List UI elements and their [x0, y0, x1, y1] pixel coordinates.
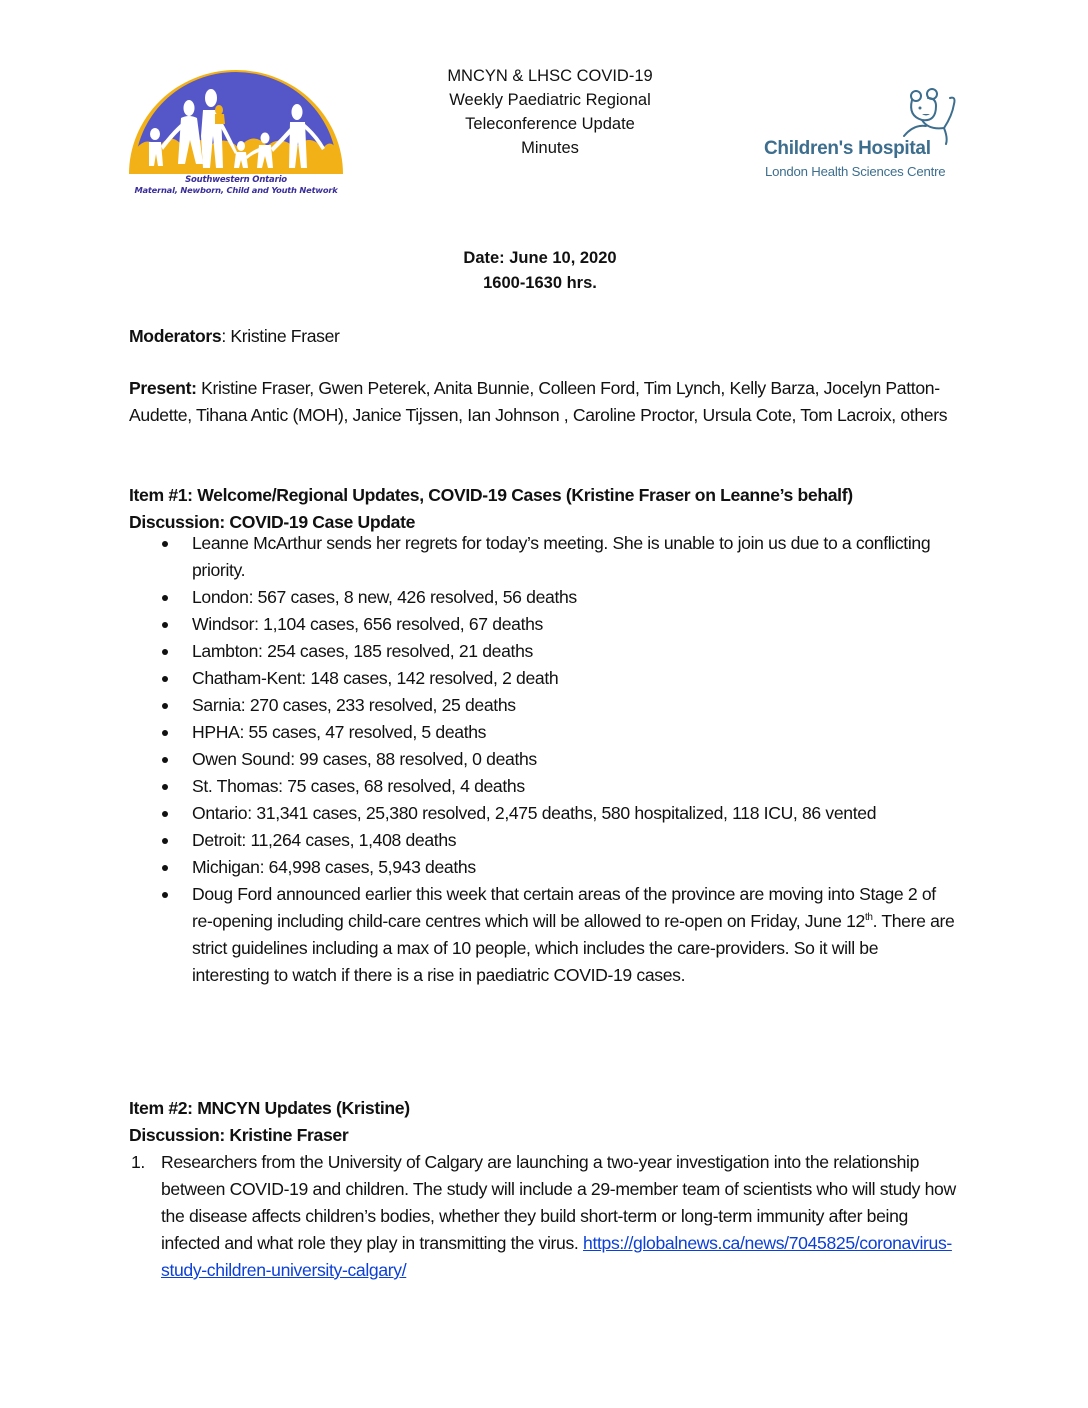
list-item-text: Lambton: 254 cases, 185 resolved, 21 deaths	[192, 641, 533, 661]
list-item	[129, 692, 959, 719]
list-item-text: Windsor: 1,104 cases, 656 resolved, 67 deaths	[192, 614, 544, 634]
title-line: Weekly Paediatric Regional	[449, 91, 651, 109]
meeting-date: Date: June 10, 2020	[463, 249, 617, 267]
item2-section-heading	[129, 1095, 959, 1122]
list-item-text: HPHA: 55 cases, 47 resolved, 5 deaths	[192, 722, 487, 742]
meeting-time: 1600-1630 hrs.	[483, 274, 597, 292]
bullet-icon	[162, 676, 168, 682]
list-item-text: London: 567 cases, 8 new, 426 resolved, 56 deaths	[192, 587, 577, 607]
bullet-icon	[162, 703, 168, 709]
list-item	[129, 584, 959, 611]
bullet-icon	[162, 892, 168, 898]
bullet-icon	[162, 595, 168, 601]
list-item-text: Detroit: 11,264 cases, 1,408 deaths	[192, 830, 457, 850]
title-line: MNCYN & LHSC COVID-19	[447, 67, 653, 85]
list-item-text: Sarnia: 270 cases, 233 resolved, 25 deaths	[192, 695, 516, 715]
list-item-text: Chatham-Kent: 148 cases, 142 resolved, 2 death	[192, 668, 559, 688]
item1-heading: Item #1: Welcome/Regional Updates, COVID-19 Cases (Kristine Fraser on Leanne’s behalf)	[129, 485, 853, 505]
list-item	[129, 800, 959, 827]
teddy-bear-icon	[900, 86, 960, 146]
list-item	[129, 773, 959, 800]
mncyn-logo	[125, 64, 347, 196]
list-item	[129, 665, 959, 692]
list-item	[129, 530, 959, 584]
list-item-text: Doug Ford announced earlier this week that certain areas of the province are moving into Stage 2 of re-opening including child-care centres which will be allowed to re-open on Friday, June 12	[192, 884, 936, 931]
list-item-text: St. Thomas: 75 cases, 68 resolved, 4 deaths	[192, 776, 525, 796]
list-item	[129, 611, 959, 638]
list-item-text: Leanne McArthur sends her regrets for today’s meeting. She is unable to join us due to a conflicting priority.	[192, 533, 931, 580]
hospital-name: Children's Hospital	[764, 138, 931, 159]
list-item-text: Michigan: 64,998 cases, 5,943 deaths	[192, 857, 476, 877]
item1-discussion: Discussion: COVID-19 Case Update	[129, 512, 416, 532]
list-item-text: Researchers from the University of Calgary are launching a two-year investigation into the relationship between COVID-19 and children. The study will include a 29-member team of scientists who will study how the disease affects children’s bodies, whether they build short-term or long-term immunity after being infected and what role they play in transmitting the virus.	[161, 1152, 956, 1253]
ordinal-suffix: th	[864, 912, 873, 924]
bullet-icon	[162, 838, 168, 844]
present-label: Present:	[129, 378, 197, 398]
item2-heading: Item #2: MNCYN Updates (Kristine)	[129, 1098, 410, 1118]
childrens-hospital-logo	[760, 86, 970, 186]
document-title	[420, 64, 680, 160]
bullet-icon	[162, 730, 168, 736]
present-line	[129, 375, 959, 429]
bullet-icon	[162, 811, 168, 817]
news-article-link[interactable]: https://globalnews.ca/news/7045825/coronavirus-study-children-university-calgary/	[161, 1233, 952, 1280]
item1-section-heading	[129, 482, 959, 536]
list-item-text: Owen Sound: 99 cases, 88 resolved, 0 deaths	[192, 749, 537, 769]
moderators-value: : Kristine Fraser	[221, 326, 340, 346]
meeting-datetime	[380, 246, 700, 296]
list-item	[129, 1122, 959, 1149]
logo-tagline-network: Maternal, Newborn, Child and Youth Network	[134, 185, 338, 195]
bullet-icon	[162, 622, 168, 628]
bullet-icon	[162, 784, 168, 790]
item2-numbered-list	[129, 1122, 959, 1284]
logo-tagline-region: Southwestern Ontario	[185, 175, 287, 185]
item2-discussion: Discussion: Kristine Fraser	[129, 1125, 349, 1145]
list-item	[129, 638, 959, 665]
moderators-line	[129, 323, 959, 350]
bullet-icon	[162, 649, 168, 655]
list-item	[129, 854, 959, 881]
present-value: Kristine Fraser, Gwen Peterek, Anita Bunnie, Colleen Ford, Tim Lynch, Kelly Barza, Jocelyn Patton-Audette, Tihana Antic (MOH), Janice Tijssen, Ian Johnson , Caroline Proctor, Ursula Cote, Tom Lacroix, others	[129, 378, 948, 425]
bullet-icon	[162, 865, 168, 871]
list-item	[129, 746, 959, 773]
moderators-label: Moderators	[129, 326, 222, 346]
family-network-logo-icon	[125, 64, 347, 176]
list-item	[129, 827, 959, 854]
list-item	[129, 719, 959, 746]
list-item-text-continued: . There are strict guidelines including a max of 10 people, which includes the care-providers. So it will be interesting to watch if there is a rise in paediatric COVID-19 cases.	[192, 911, 955, 985]
item1-bullet-list	[129, 530, 959, 989]
bullet-icon	[162, 757, 168, 763]
list-number: 1.	[131, 1152, 145, 1172]
hospital-subname: London Health Sciences Centre	[765, 164, 946, 179]
list-item	[129, 1149, 959, 1284]
title-line: Minutes	[521, 139, 579, 157]
list-item	[129, 881, 959, 989]
bullet-icon	[162, 541, 168, 547]
title-line: Teleconference Update	[465, 115, 635, 133]
list-item-text: Ontario: 31,341 cases, 25,380 resolved, 2,475 deaths, 580 hospitalized, 118 ICU, 86 vented	[192, 803, 877, 823]
